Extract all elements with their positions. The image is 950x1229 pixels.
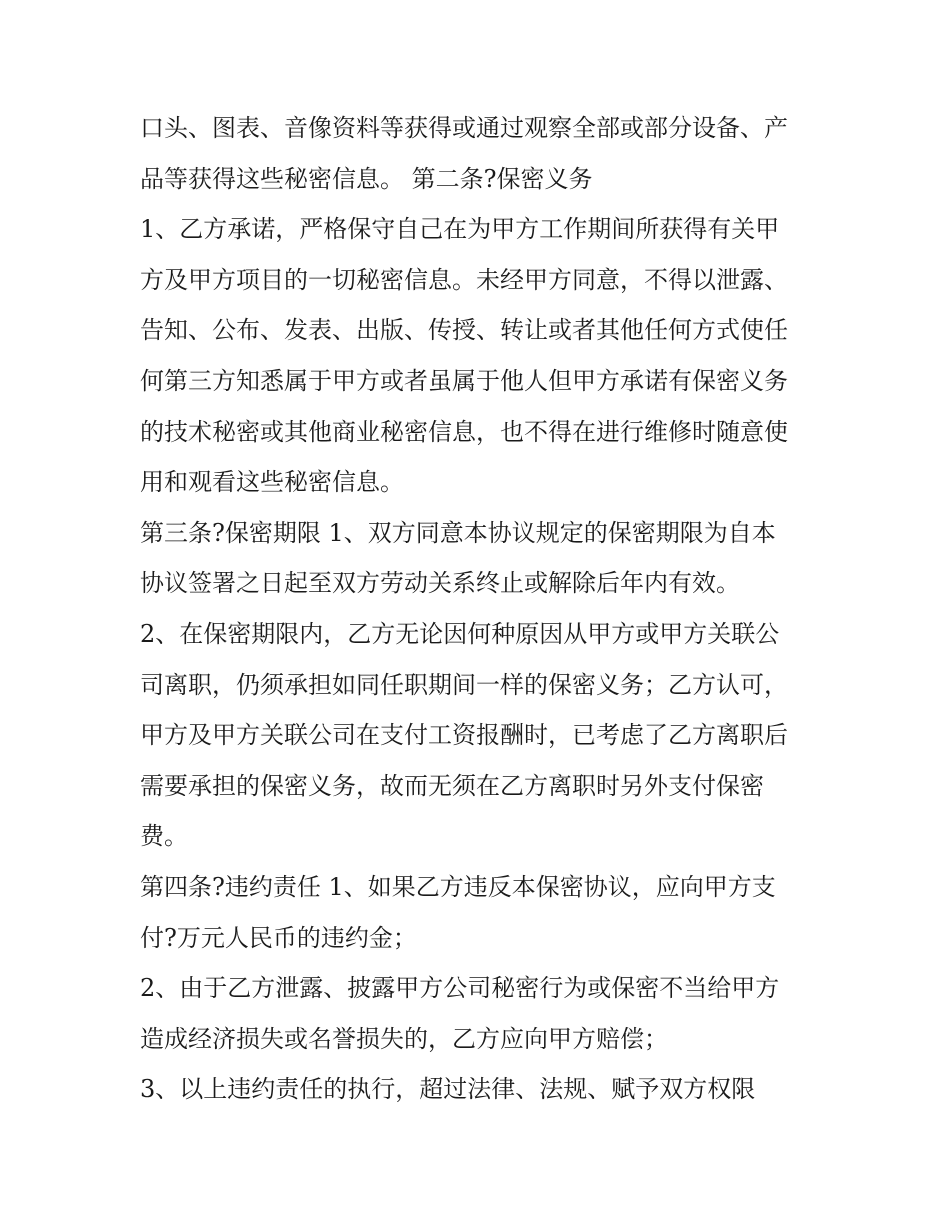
text-line: 品等获得这些秘密信息。 第二条?保密义务 (140, 164, 593, 193)
document-body (140, 103, 830, 1115)
text-line: 第四条?违约责任 1、如果乙方违反本保密协议，应向甲方支 (140, 872, 776, 901)
text-line: 方及甲方项目的一切秘密信息。未经甲方同意，不得以泄露、 (140, 265, 788, 294)
text-line: 2、在保密期限内，乙方无论因何种原因从甲方或甲方关联公 (140, 619, 780, 648)
text-line: 甲方及甲方关联公司在支付工资报酬时，已考虑了乙方离职后 (140, 721, 788, 750)
text-line: 协议签署之日起至双方劳动关系终止或解除后年内有效。 (140, 569, 740, 598)
text-line: 3、以上违约责任的执行，超过法律、法规、赋予双方权限 (140, 1075, 756, 1104)
text-line: 需要承担的保密义务，故而无须在乙方离职时另外支付保密 (140, 771, 764, 800)
text-line: 何第三方知悉属于甲方或者虽属于他人但甲方承诺有保密义务 (140, 366, 788, 395)
text-line: 口头、图表、音像资料等获得或通过观察全部或部分设备、产 (140, 114, 788, 142)
text-line: 2、由于乙方泄露、披露甲方公司秘密行为或保密不当给甲方 (140, 974, 780, 1003)
text-line: 1、乙方承诺，严格保守自己在为甲方工作期间所获得有关甲 (140, 215, 780, 244)
text-line: 告知、公布、发表、出版、传授、转让或者其他任何方式使任 (140, 316, 788, 345)
text-line: 用和观看这些秘密信息。 (140, 468, 404, 497)
text-line: 司离职，仍须承担如同任职期间一样的保密义务；乙方认可， (140, 670, 788, 699)
text-line: 费。 (140, 822, 188, 851)
text-line: 付?万元人民币的违约金； (140, 923, 417, 952)
text-line: 造成经济损失或名誉损失的，乙方应向甲方赔偿； (140, 1024, 668, 1053)
text-line: 的技术秘密或其他商业秘密信息，也不得在进行维修时随意使 (140, 417, 788, 446)
text-line: 第三条?保密期限 1、双方同意本协议规定的保密期限为自本 (140, 518, 776, 547)
